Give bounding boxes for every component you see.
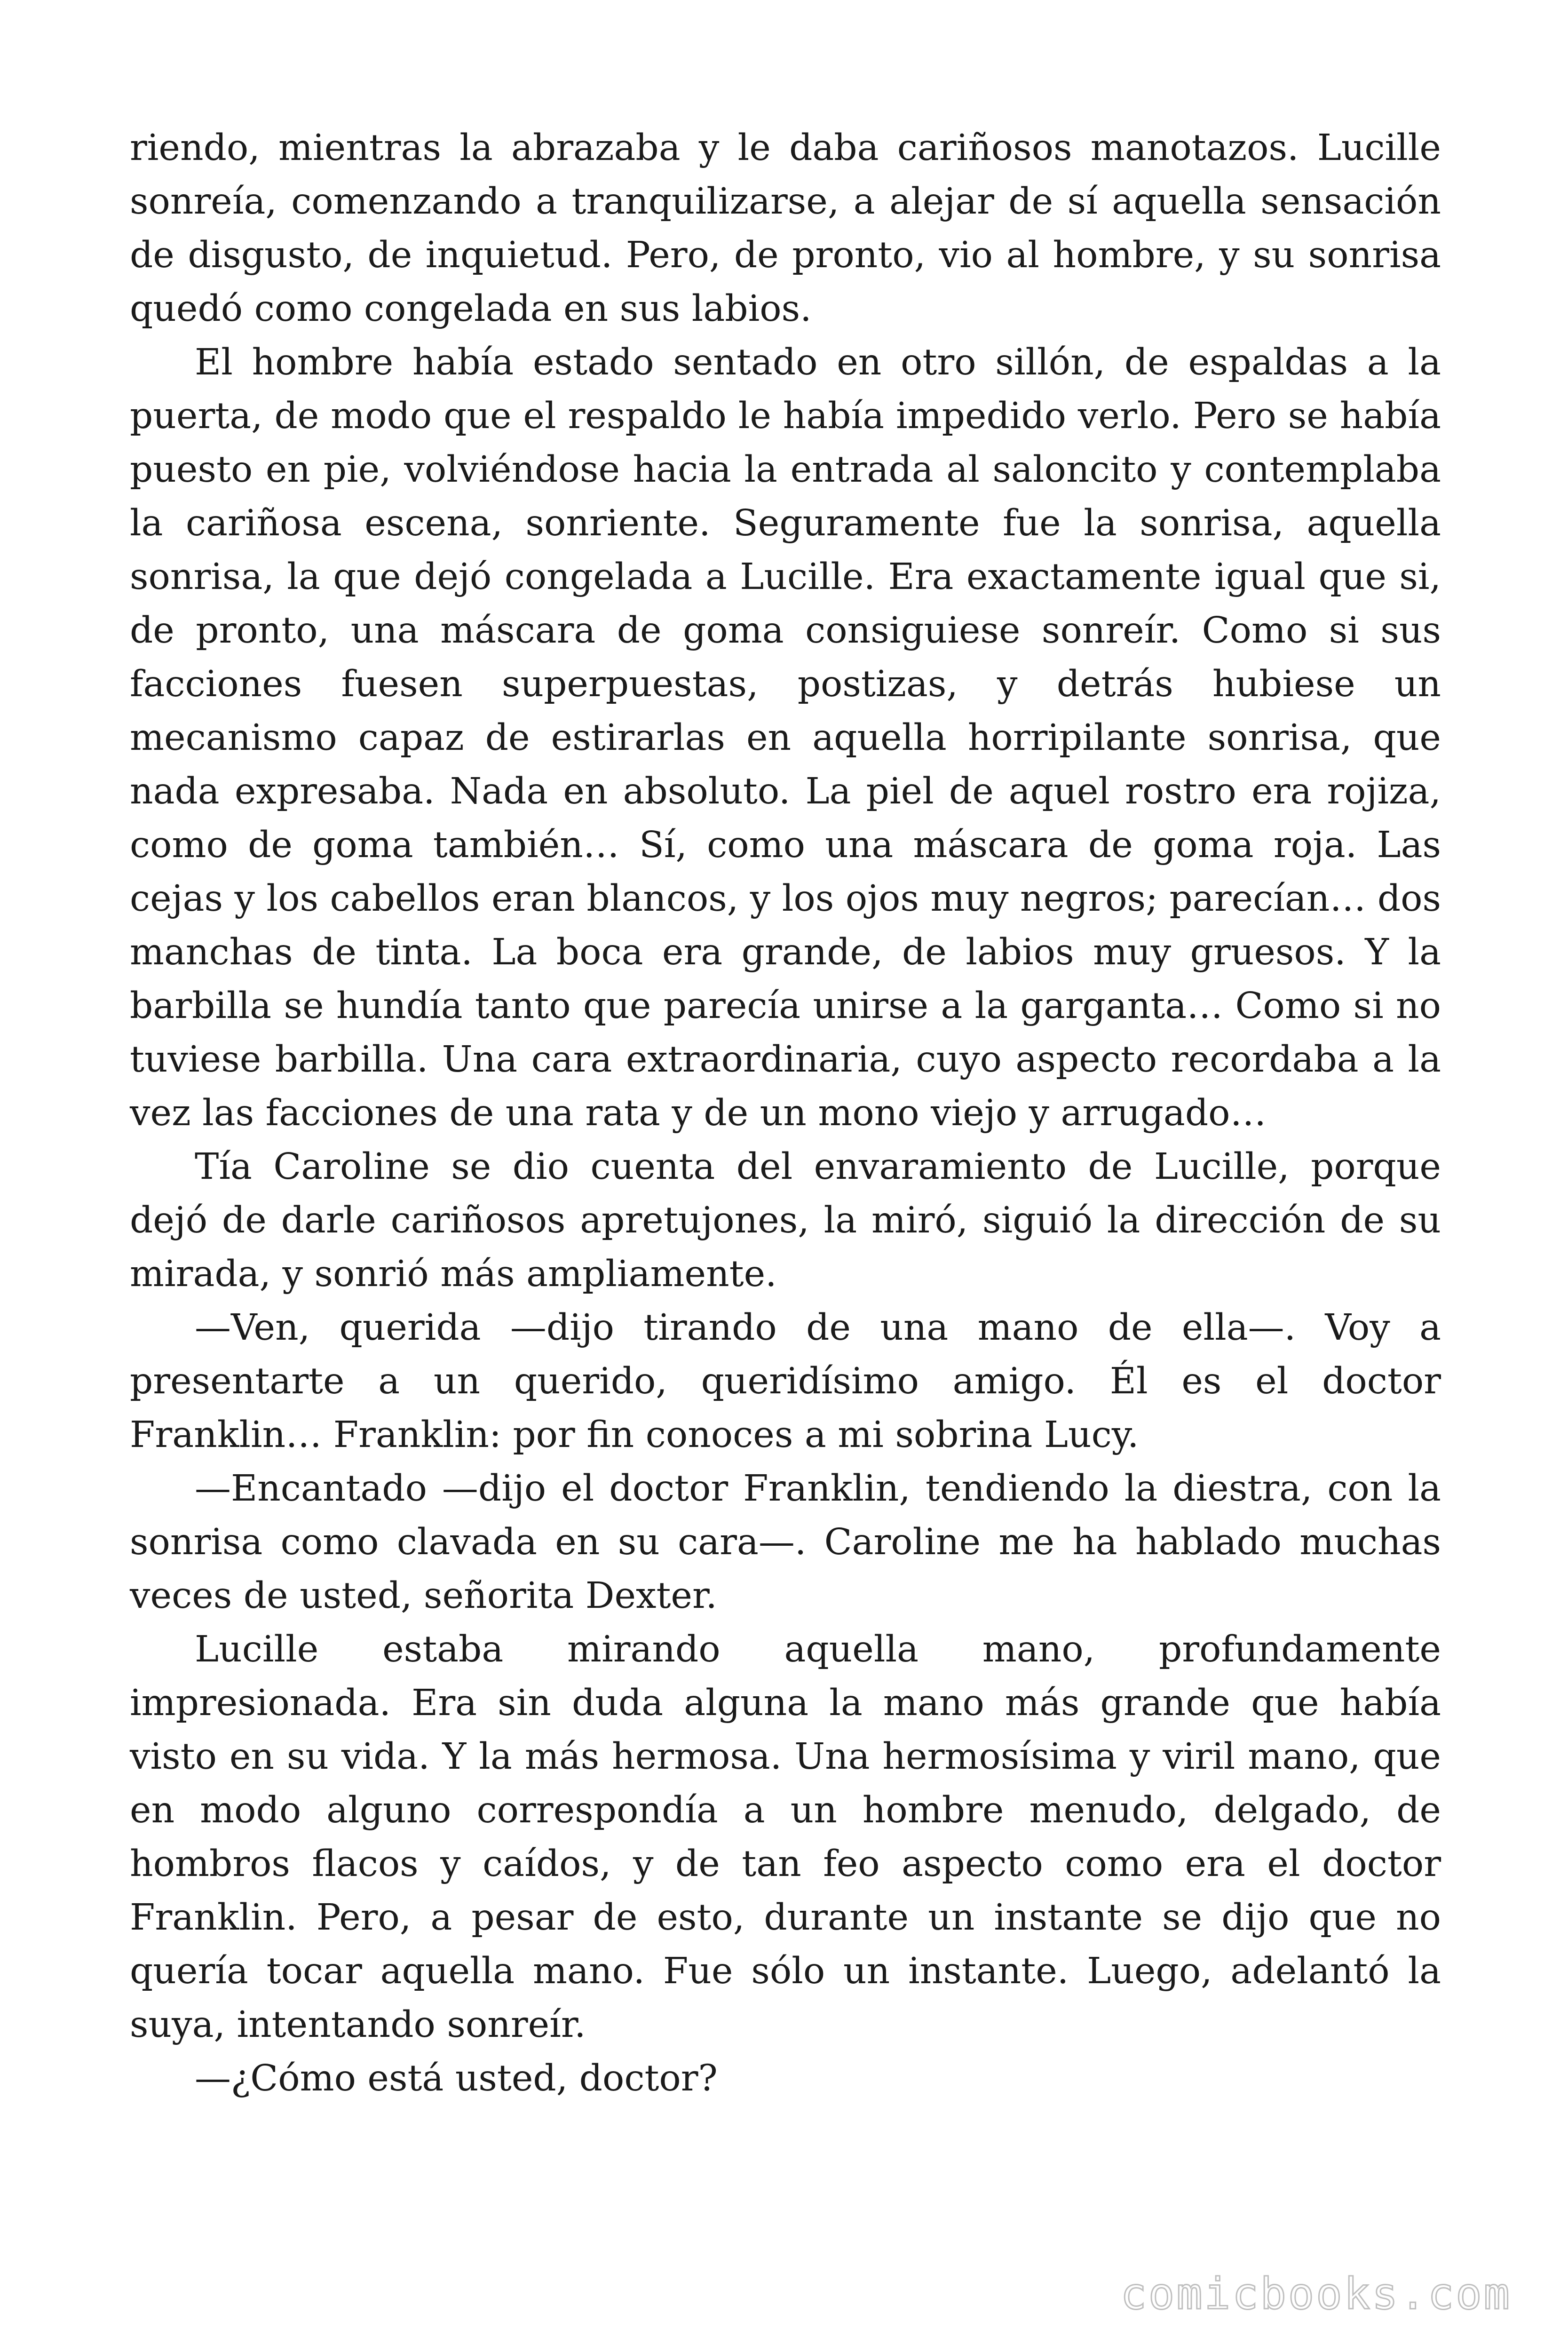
watermark: comicbooks.com <box>1120 2269 1512 2319</box>
paragraph-1: riendo, mientras la abrazaba y le daba cariñosos manotazos. Lucille sonreía, comenzando a tranquilizarse, a alejar de sí aquella sensación de disgusto, de inquietud. Pero, de pronto, vio al hombre, y su sonrisa quedó como congelada en sus labios. <box>130 127 1441 330</box>
page-body-text <box>130 121 1441 2106</box>
paragraph-4: —Ven, querida —dijo tirando de una mano de ella—. Voy a presentarte a un querido, queridísimo amigo. Él es el doctor Franklin… Franklin: por fin conoces a mi sobrina Lucy. <box>130 1307 1441 1456</box>
paragraph-6: Lucille estaba mirando aquella mano, profundamente impresionada. Era sin duda alguna la mano más grande que había visto en su vida. Y la más hermosa. Una hermosísima y viril mano, que en modo alguno correspondía a un hombre menudo, delgado, de hombros flacos y caídos, y de tan feo aspecto como era el doctor Franklin. Pero, a pesar de esto, durante un instante se dijo que no quería tocar aquella mano. Fue sólo un instante. Luego, adelantó la suya, intentando sonreír. <box>130 1629 1441 2046</box>
paragraph-7: —¿Cómo está usted, doctor? <box>195 2058 718 2099</box>
paragraph-5: —Encantado —dijo el doctor Franklin, tendiendo la diestra, con la sonrisa como clavada en su cara—. Caroline me ha hablado muchas veces de usted, señorita Dexter. <box>130 1468 1441 1617</box>
paragraph-2: El hombre había estado sentado en otro sillón, de espaldas a la puerta, de modo que el respaldo le había impedido verlo. Pero se había puesto en pie, volviéndose hacia la entrada al saloncito y contemplaba la cariñosa escena, sonriente. Seguramente fue la sonrisa, aquella sonrisa, la que dejó congelada a Lucille. Era exactamente igual que si, de pronto, una máscara de goma consiguiese sonreír. Como si sus facciones fuesen superpuestas, postizas, y detrás hubiese un mecanismo capaz de estirarlas en aquella horripilante sonrisa, que nada expresaba. Nada en absoluto. La piel de aquel rostro era rojiza, como de goma también… Sí, como una máscara de goma roja. Las cejas y los cabellos eran blancos, y los ojos muy negros; parecían… dos manchas de tinta. La boca era grande, de labios muy gruesos. Y la barbilla se hundía tanto que parecía unirse a la garganta… Como si no tuviese barbilla. Una cara extraordinaria, cuyo aspecto recordaba a la vez las facciones de una rata y de un mono viejo y arrugado… <box>130 342 1441 1134</box>
paragraph-3: Tía Caroline se dio cuenta del envaramiento de Lucille, porque dejó de darle cariñosos apretujones, la miró, siguió la dirección de su mirada, y sonrió más ampliamente. <box>130 1146 1441 1295</box>
